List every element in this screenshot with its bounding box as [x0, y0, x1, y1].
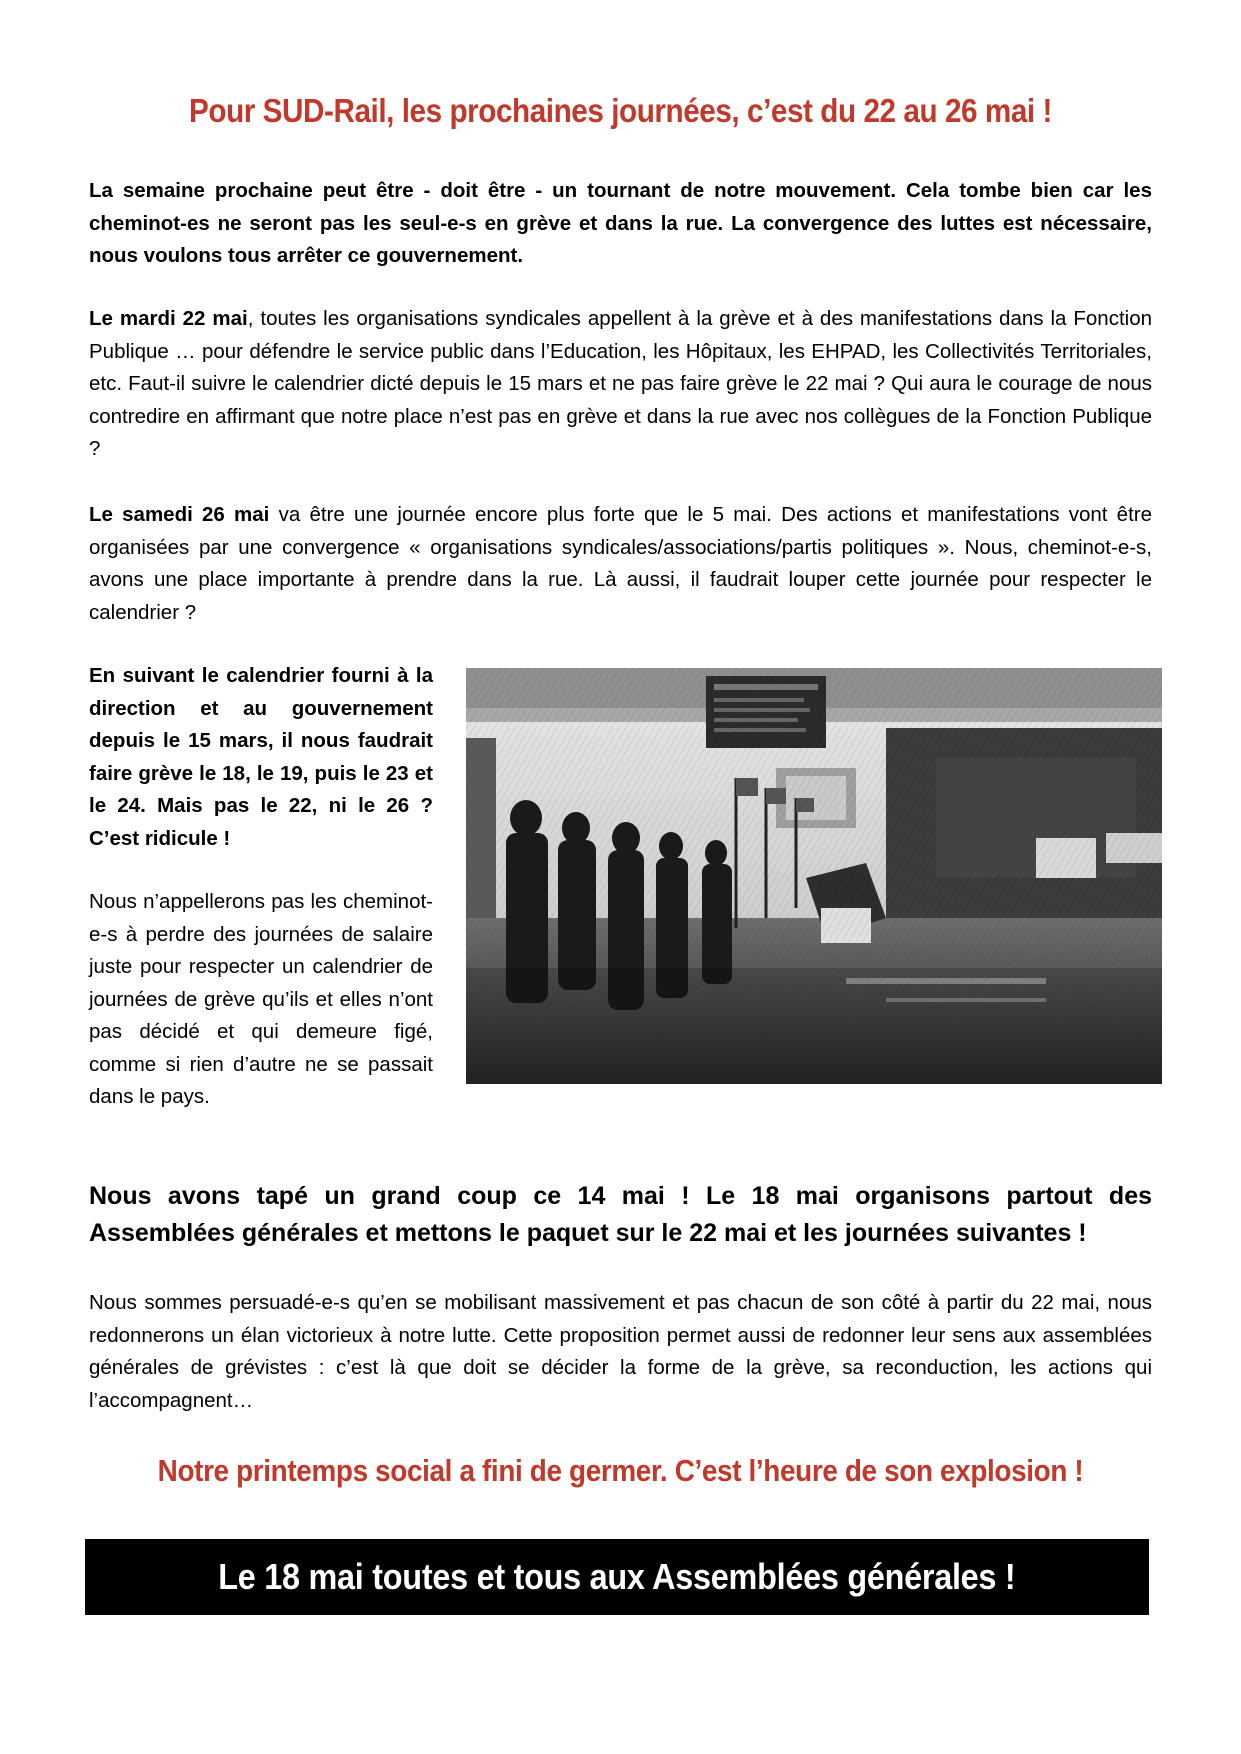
- conviction-paragraph: Nous sommes persuadé-e-s qu’en se mobilisant massivement et pas chacun de son côté à partir du 22 mai, nous redonnerons un élan victorieux à notre lutte. Cette proposition permet aussi de redonner leur sens aux assemblées générales de grévistes : c’est là que doit se décider la forme de la grève, sa reconduction, les actions qui l’accompagnent…: [89, 1291, 1152, 1412]
- slogan: Notre printemps social a fini de germer. C’est l’heure de son explosion !: [157, 1453, 1084, 1488]
- strike-photo: [466, 668, 1162, 1084]
- tuesday-paragraph: [89, 303, 1152, 466]
- saturday-text: va être une journée encore plus forte que le 5 mai. Des actions et manifestations vont être organisées par une convergence « organisations syndicales/associations/partis politiques ». Nous, cheminot-e-s, avons une place importante à prendre dans la rue. Là aussi, il faudrait louper cette journée pour respecter le calendrier ?: [89, 503, 1152, 624]
- tuesday-text: , toutes les organisations syndicales appellent à la grève et à des manifestations dans la Fonction Publique … pour défendre le service public dans l’Education, les Hôpitaux, les EHPAD, les Collectivités Territoriales, etc. Faut-il suivre le calendrier dicté depuis le 15 mars et ne pas faire grève le 22 mai ? Qui aura le courage de nous contredire en affirmant que notre place n’est pas en grève et dans la rue avec nos collègues de la Fonction Publique ?: [89, 307, 1152, 460]
- page-title: Pour SUD-Rail, les prochaines journées, c’est du 22 au 26 mai !: [189, 92, 1052, 129]
- tuesday-lead: Le mardi 22 mai: [89, 307, 248, 330]
- refusal-paragraph: Nous n’appellerons pas les cheminot-e-s à perdre des journées de salaire juste pour respecter un calendrier de journées de grève qu’ils et elles n’ont pas décidé et qui demeure figé, comme si rien d’autre ne se passait dans le pays.: [89, 890, 433, 1108]
- saturday-lead: Le samedi 26 mai: [89, 503, 270, 526]
- bottom-banner: [85, 1539, 1149, 1615]
- bottom-banner-text: Le 18 mai toutes et tous aux Assemblées générales !: [218, 1556, 1016, 1597]
- saturday-paragraph: [89, 499, 1152, 629]
- calendar-paragraph: En suivant le calendrier fourni à la direction et au gouvernement depuis le 15 mars, il nous faudrait faire grève le 18, le 19, puis le 23 et le 24. Mais pas le 22, ni le 26 ? C’est ridicule !: [89, 664, 433, 850]
- intro-paragraph: La semaine prochaine peut être - doit être - un tournant de notre mouvement. Cela tombe bien car les cheminot-es ne seront pas les seul-e-s en grève et dans la rue. La convergence des luttes est nécessaire, nous voulons tous arrêter ce gouvernement.: [89, 179, 1152, 267]
- call-heading: Nous avons tapé un grand coup ce 14 mai ! Le 18 mai organisons partout des Assemblées générales et mettons le paquet sur le 22 mai et les journées suivantes !: [89, 1182, 1152, 1247]
